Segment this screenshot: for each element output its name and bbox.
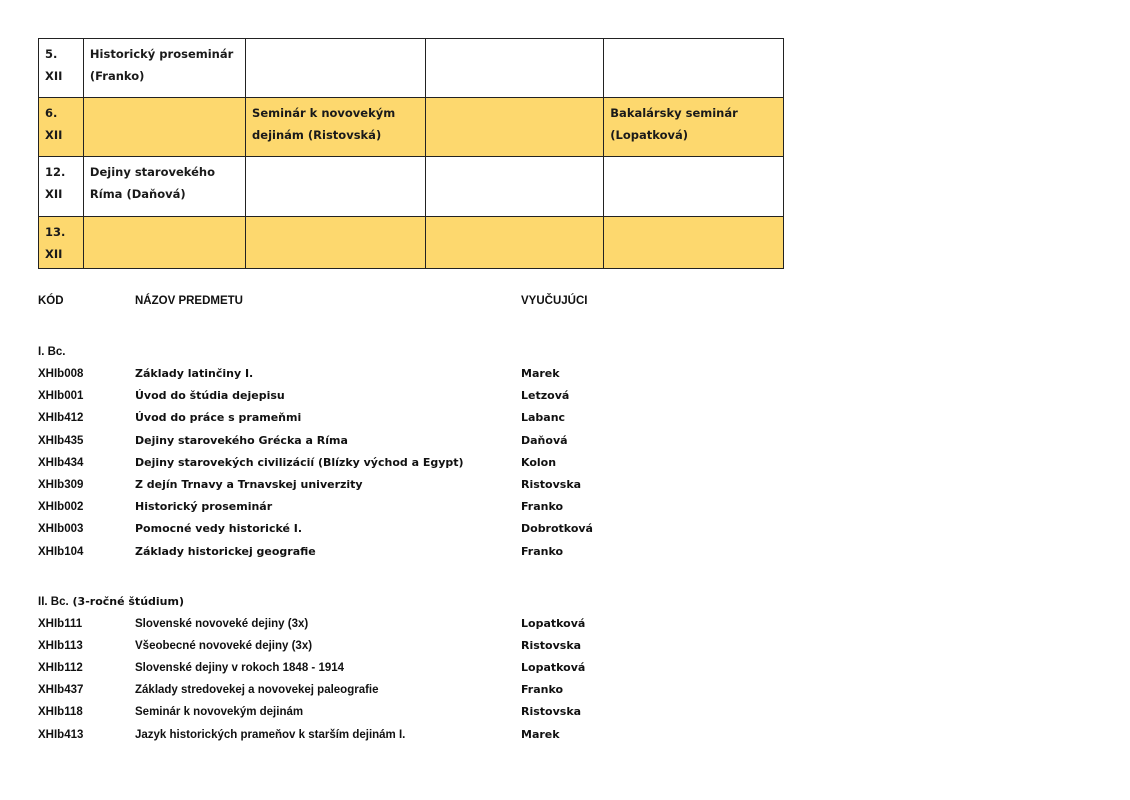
course-teacher: Marek: [521, 727, 560, 741]
course-teacher: Ristovska: [521, 705, 582, 719]
course-row: [38, 701, 738, 723]
course-teacher: Lopatková: [521, 616, 586, 630]
schedule-row: [39, 98, 784, 157]
course-row: [38, 679, 738, 701]
course-row: [38, 385, 738, 407]
course-code: XHIb113: [38, 639, 83, 652]
course-row: [38, 657, 738, 679]
course-code: XHIb437: [38, 684, 84, 697]
course-teacher: Kolon: [521, 455, 557, 469]
course-row: [38, 541, 738, 563]
course-row: [38, 724, 738, 746]
course-section: [38, 341, 738, 563]
section-title: [38, 341, 738, 363]
schedule-row: [39, 39, 784, 98]
course-row: [38, 452, 738, 474]
course-code: XHIb435: [38, 434, 84, 447]
course-row: [38, 496, 738, 518]
header-name: NÁZOV PREDMETU: [135, 295, 243, 307]
course-row: [38, 613, 738, 635]
course-name: Slovenské dejiny v rokoch 1848 - 1914: [135, 662, 345, 675]
course-teacher: Franko: [521, 500, 564, 514]
course-row: [38, 635, 738, 657]
schedule-cell: [604, 217, 784, 269]
schedule-table: [38, 38, 784, 269]
course-row: [38, 518, 738, 540]
course-name: Základy latinčiny I.: [135, 367, 254, 380]
schedule-cell: [246, 217, 426, 269]
course-teacher: Daňová: [521, 433, 568, 447]
course-code: XHIb309: [38, 478, 84, 491]
course-name: Z dejín Trnavy a Trnavskej univerzity: [135, 477, 363, 491]
schedule-cell: [83, 217, 245, 269]
course-teacher: Ristovska: [521, 638, 582, 652]
course-name: Historický proseminár: [135, 500, 273, 514]
schedule-date: 13. XII: [39, 217, 84, 269]
course-name: Základy stredovekej a novovekej paleografie: [135, 684, 379, 697]
schedule-cell: [246, 39, 426, 98]
course-section: [38, 591, 738, 746]
schedule-date: 12. XII: [39, 157, 84, 217]
course-name: Všeobecné novoveké dejiny (3x): [135, 639, 313, 652]
header-code: KÓD: [38, 295, 64, 307]
schedule-cell: Dejiny starovekého Ríma (Daňová): [83, 157, 245, 217]
course-name: Seminár k novovekým dejinám: [135, 706, 304, 719]
course-code: XHIb413: [38, 728, 84, 741]
schedule-row: [39, 157, 784, 217]
section-title-main: I. Bc.: [38, 346, 66, 358]
course-name: Úvod do štúdia dejepisu: [135, 389, 285, 403]
course-code: XHIb118: [38, 706, 83, 719]
course-teacher: Marek: [521, 367, 560, 380]
course-list-header: [38, 290, 738, 312]
course-name: Slovenské novoveké dejiny (3x): [135, 617, 309, 630]
course-row: [38, 430, 738, 452]
course-row: [38, 474, 738, 496]
course-teacher: Dobrotková: [521, 522, 593, 536]
course-code: XHIb112: [38, 662, 83, 675]
section-title-main: II. Bc.: [38, 595, 69, 608]
course-name: Dejiny starovekého Grécka a Ríma: [135, 433, 348, 447]
course-teacher: Franko: [521, 683, 564, 697]
schedule-cell: [604, 39, 784, 98]
course-code: XHIb412: [38, 412, 84, 425]
course-teacher: Labanc: [521, 411, 566, 425]
course-code: XHIb001: [38, 390, 84, 403]
course-teacher: Franko: [521, 544, 564, 558]
schedule-cell: [425, 98, 604, 157]
schedule-cell: [425, 157, 604, 217]
schedule-date: 5. XII: [39, 39, 84, 98]
course-code: XHIb434: [38, 456, 84, 469]
schedule-cell: [246, 157, 426, 217]
schedule-body: [39, 39, 784, 269]
schedule-cell: [425, 39, 604, 98]
course-teacher: Lopatková: [521, 661, 586, 675]
course-code: XHIb111: [38, 617, 83, 630]
schedule-cell: Bakalársky seminár (Lopatková): [604, 98, 784, 157]
schedule-row: [39, 217, 784, 269]
schedule-cell: [83, 98, 245, 157]
course-code: XHIb002: [38, 501, 84, 514]
course-name: Dejiny starovekých civilizácií (Blízky východ a Egypt): [135, 455, 464, 469]
course-row: [38, 363, 738, 385]
section-title: [38, 591, 738, 613]
course-code: XHIb003: [38, 523, 84, 536]
course-name: Základy historickej geografie: [135, 544, 316, 558]
schedule-cell: Historický proseminár (Franko): [83, 39, 245, 98]
course-name: Úvod do práce s prameňmi: [135, 411, 302, 425]
course-list: [38, 290, 738, 746]
schedule-cell: [425, 217, 604, 269]
section-title-suffix: (3-ročné štúdium): [68, 594, 184, 608]
schedule-date: 6. XII: [39, 98, 84, 157]
course-teacher: Letzová: [521, 389, 570, 403]
course-code: XHIb008: [38, 368, 84, 380]
course-row: [38, 407, 738, 429]
schedule-cell: Seminár k novovekým dejinám (Ristovská): [246, 98, 426, 157]
course-name: Jazyk historických prameňov k starším dejinám I.: [135, 728, 406, 741]
course-code: XHIb104: [38, 545, 84, 558]
schedule-cell: [604, 157, 784, 217]
course-name: Pomocné vedy historické I.: [135, 522, 303, 536]
course-teacher: Ristovska: [521, 477, 582, 491]
header-teacher: VYUČUJÚCI: [521, 295, 588, 307]
